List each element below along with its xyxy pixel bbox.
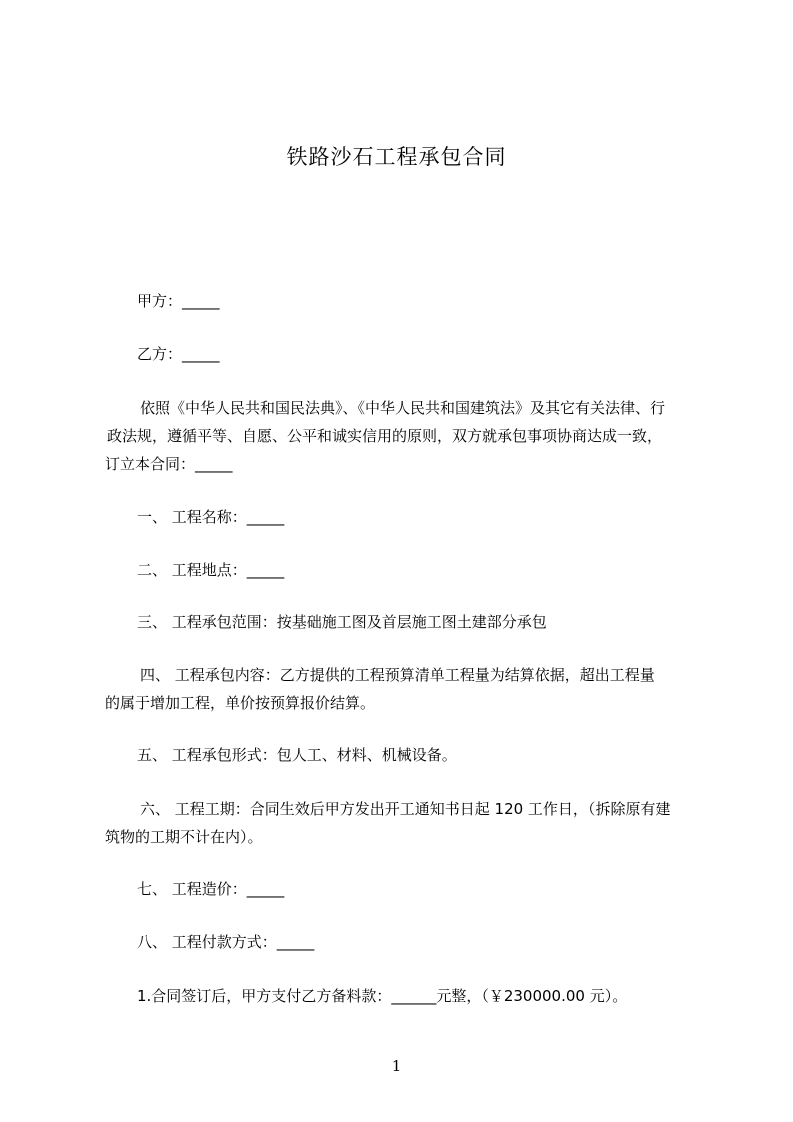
clause-4-line-1: 四、 工程承包内容：乙方提供的工程预算清单工程量为结算依据，超出工程量	[140, 666, 655, 684]
clause-7: 七、 工程造价：_____	[137, 880, 285, 898]
preamble-line-3: 订立本合同：_____	[105, 455, 233, 473]
party-a-line: 甲方：_____	[137, 292, 220, 310]
clause-6-line-2: 筑物的工期不计在内）。	[105, 828, 263, 846]
clause-2: 二、 工程地点：_____	[137, 561, 285, 579]
clause-4-line-2: 的属于增加工程，单价按预算报价结算。	[105, 694, 376, 712]
page-number: 1	[391, 1057, 402, 1075]
clause-8-item-1: 1.合同签订后，甲方支付乙方备料款：______元整，（￥230000.00 元）。	[137, 987, 628, 1005]
clause-1: 一、 工程名称：_____	[137, 508, 285, 526]
party-b-line: 乙方：_____	[137, 345, 220, 363]
preamble-line-2: 政法规，遵循平等、自愿、公平和诚实信用的原则，双方就承包事项协商达成一致，	[107, 427, 663, 445]
clause-3: 三、 工程承包范围：按基础施工图及首层施工图土建部分承包	[137, 613, 547, 631]
clause-8: 八、 工程付款方式：_____	[137, 933, 315, 951]
preamble-line-1: 依照《中华人民共和国民法典》、《中华人民共和国建筑法》及其它有关法律、行	[140, 399, 666, 417]
clause-6-line-1: 六、 工程工期：合同生效后甲方发出开工通知书日起 120 工作日，（拆除原有建	[140, 800, 671, 818]
document-title: 铁路沙石工程承包合同	[286, 145, 507, 169]
clause-5: 五、 工程承包形式：包人工、材料、机械设备。	[137, 746, 457, 764]
